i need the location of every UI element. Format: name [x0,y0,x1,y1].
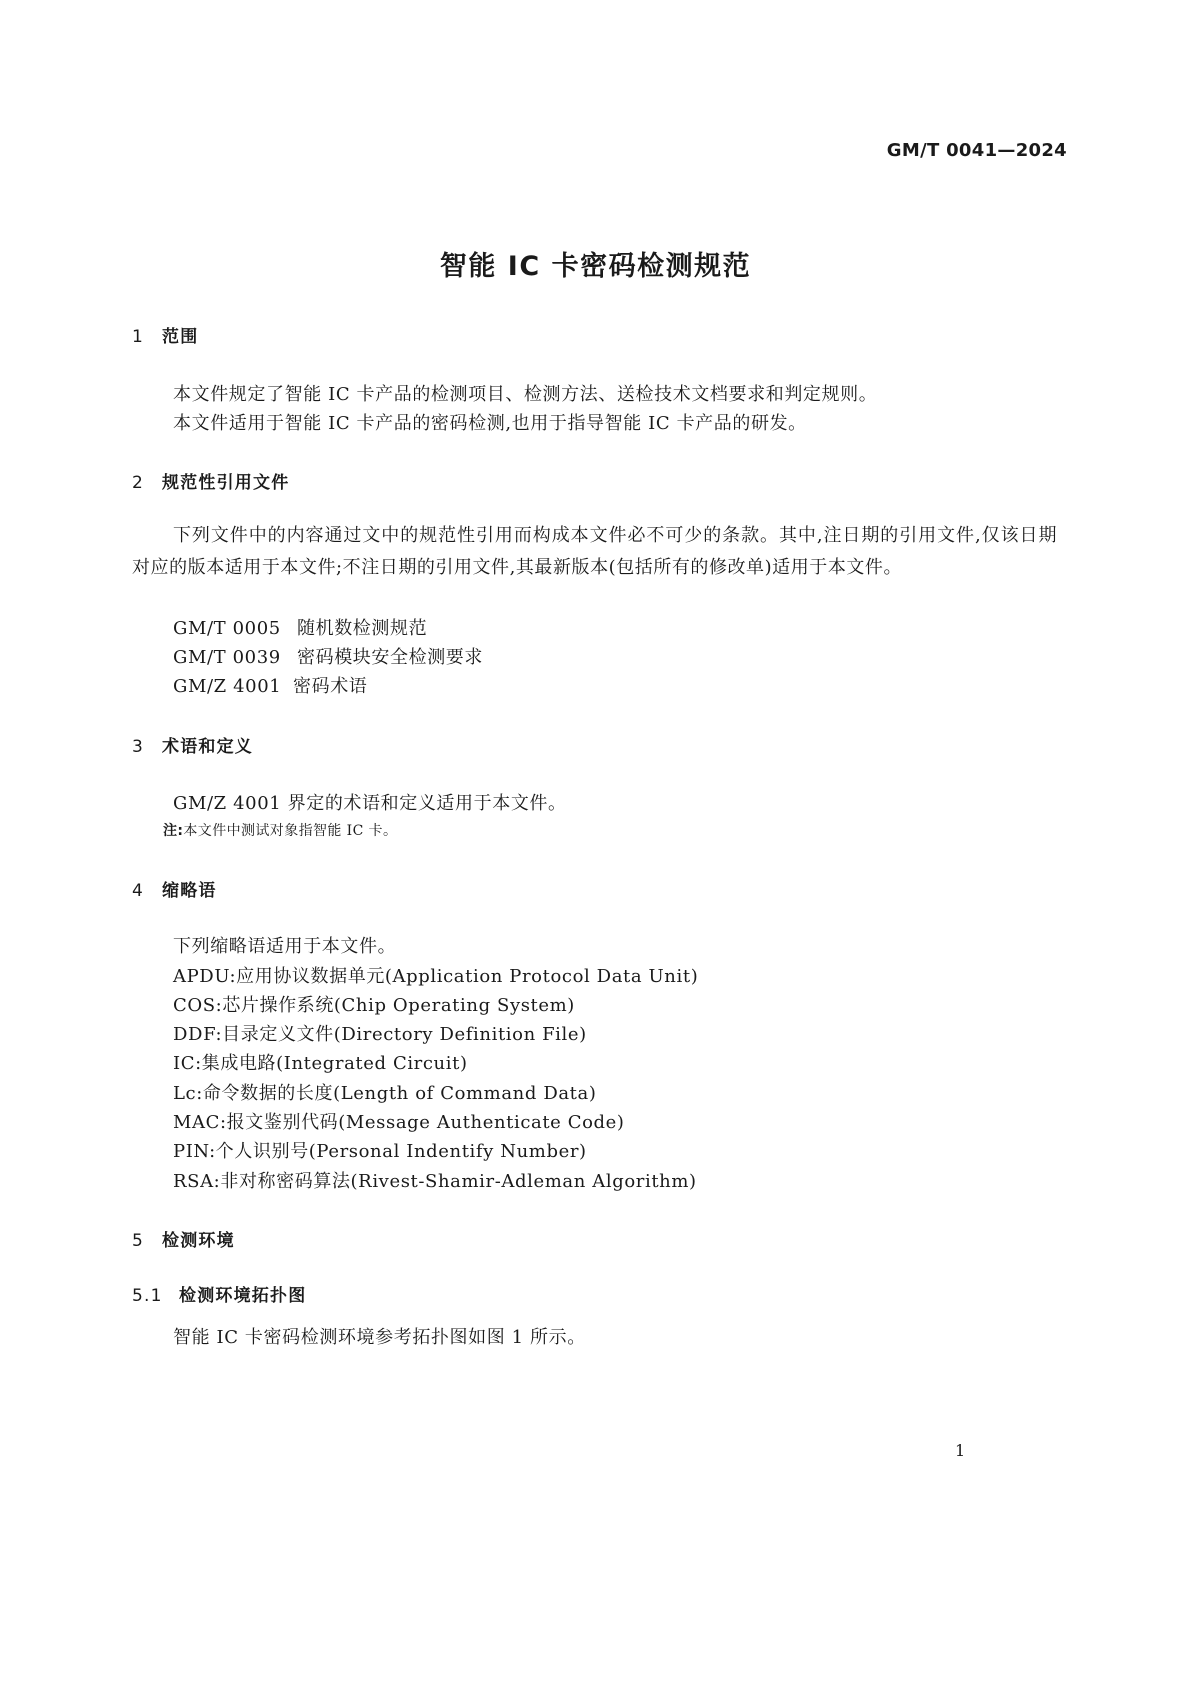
reference-title: 密码模块安全检测要求 [297,647,483,668]
paragraph: GM/Z 4001 界定的术语和定义适用于本文件。 [173,793,567,814]
abbreviation-item: Lc:命令数据的长度(Length of Command Data) [173,1083,597,1104]
section-title: 缩略语 [162,881,217,901]
abbreviation-item: MAC:报文鉴别代码(Message Authenticate Code) [173,1112,625,1133]
reference-item [173,643,483,669]
note [163,820,397,840]
section-title: 检测环境拓扑图 [179,1286,307,1306]
page-number: 1 [955,1441,966,1460]
paragraph: 智能 IC 卡密码检测环境参考拓扑图如图 1 所示。 [173,1327,586,1348]
document-number: GM/T 0041—2024 [886,140,1067,161]
reference-code: GM/T 0039 [173,647,281,668]
section-title: 检测环境 [162,1231,235,1251]
section-number: 2 [132,473,145,493]
section-4-heading [132,876,217,901]
section-2-heading [132,468,289,493]
paragraph: 本文件适用于智能 IC 卡产品的密码检测,也用于指导智能 IC 卡产品的研发。 [173,413,807,434]
section-title: 范围 [162,327,199,347]
document-title: 智能 IC 卡密码检测规范 [439,251,752,282]
paragraph: 下列缩略语适用于本文件。 [173,936,397,957]
note-text: 本文件中测试对象指智能 IC 卡。 [183,823,398,839]
reference-item [173,672,367,698]
section-number: 1 [132,327,145,347]
reference-code: GM/Z 4001 [173,676,282,697]
reference-item [173,614,427,640]
abbreviation-item: APDU:应用协议数据单元(Application Protocol Data Unit) [173,966,699,987]
abbreviation-item: DDF:目录定义文件(Directory Definition File) [173,1024,587,1045]
abbreviation-item: RSA:非对称密码算法(Rivest-Shamir-Adleman Algorithm) [173,1171,697,1192]
paragraph: 本文件规定了智能 IC 卡产品的检测项目、检测方法、送检技术文档要求和判定规则。 [173,384,878,405]
section-number: 5.1 [132,1286,163,1306]
note-label: 注: [163,823,184,839]
section-title: 术语和定义 [162,737,253,757]
section-number: 5 [132,1231,145,1251]
abbreviation-item: PIN:个人识别号(Personal Indentify Number) [173,1141,587,1162]
reference-code: GM/T 0005 [173,618,281,639]
section-1-heading [132,322,198,347]
abbreviation-item: COS:芯片操作系统(Chip Operating System) [173,995,575,1016]
section-number: 4 [132,881,145,901]
reference-title: 密码术语 [293,676,368,697]
section-5-1-heading [132,1281,306,1306]
section-title: 规范性引用文件 [162,473,290,493]
section-3-heading [132,732,253,757]
section-5-heading [132,1226,235,1251]
section-number: 3 [132,737,145,757]
paragraph: 下列文件中的内容通过文中的规范性引用而构成本文件必不可少的条款。其中,注日期的引用文件,仅该日期对应的版本适用于本文件;不注日期的引用文件,其最新版本(包括所有的修改单)适用于本文件。 [132,525,1057,578]
abbreviation-item: IC:集成电路(Integrated Circuit) [173,1053,468,1074]
reference-title: 随机数检测规范 [297,618,428,639]
